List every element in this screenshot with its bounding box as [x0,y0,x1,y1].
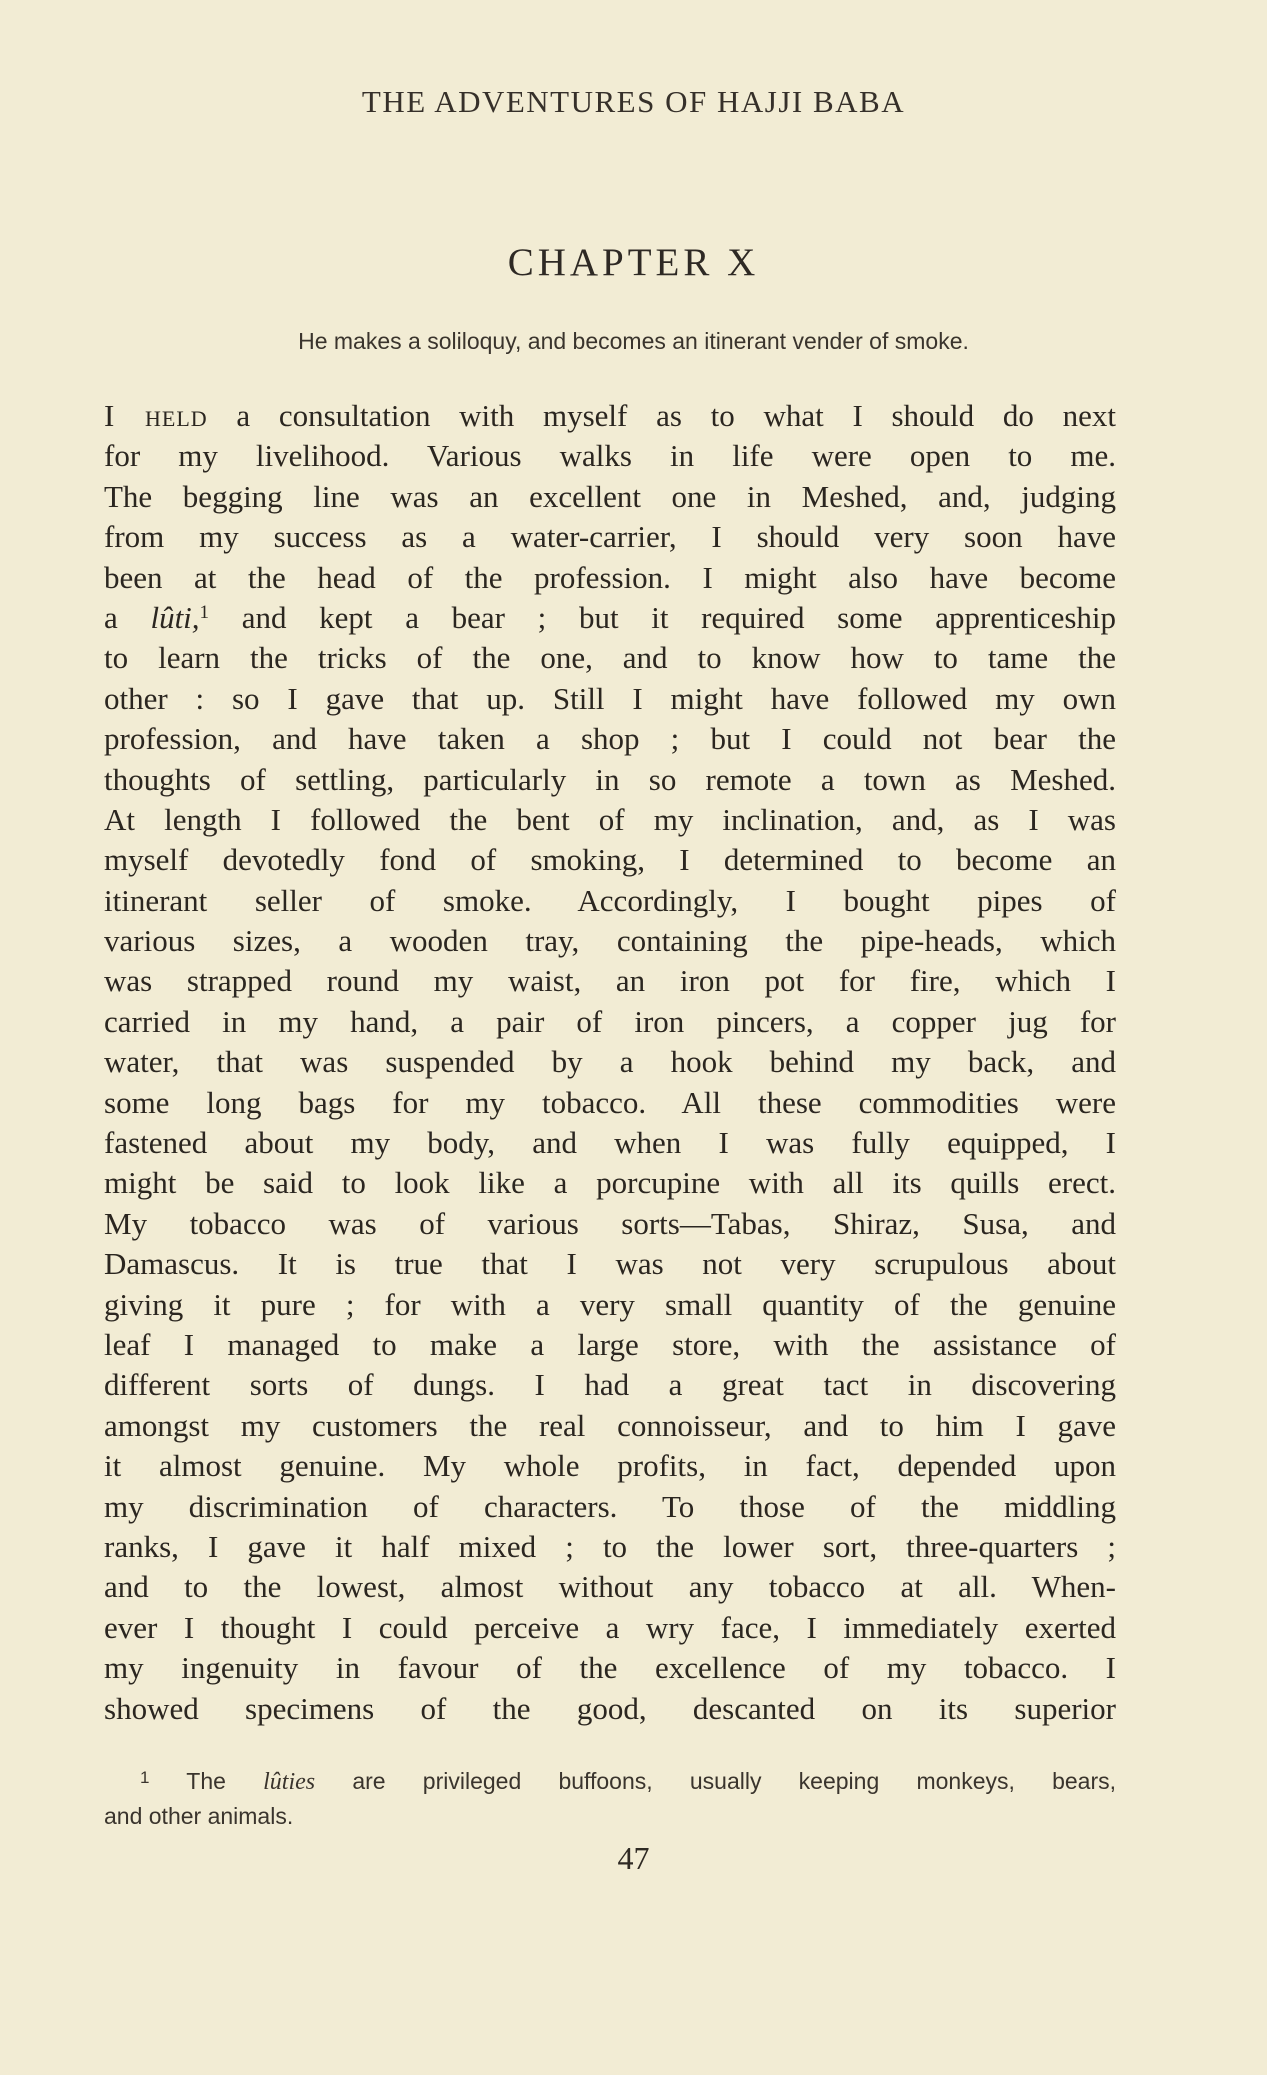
footnote-italic-term: lûties [263,1769,316,1795]
text-line: and to the lowest, almost without any tobacco at all. When- [104,1569,1116,1605]
footnote-line [104,1764,1116,1799]
text-line: various sizes, a wooden tray, containing the pipe-heads, which [104,923,1116,959]
text-line: it almost genuine. My whole profits, in fact, depended upon [104,1448,1116,1484]
text-line: water, that was suspended by a hook behind my back, and [104,1044,1116,1080]
text-line: been at the head of the profession. I might also have become [104,559,1116,595]
text-line: Damascus. It is true that I was not very scrupulous about [104,1246,1116,1282]
body-text [104,396,1116,1729]
running-head: THE ADVENTURES OF HAJJI BABA [361,84,906,119]
text-line: other : so I gave that up. Still I might have followed my own [104,680,1116,716]
text-line: might be said to look like a porcupine with all its quills erect. [104,1165,1116,1201]
text-line: leaf I managed to make a large store, with the assistance of [104,1326,1116,1362]
text-line: some long bags for my tobacco. All these commodities were [104,1084,1116,1120]
text-line: ever I thought I could perceive a wry face, I immediately exerted [104,1609,1116,1645]
text-line-content: a consultation with myself as to what I should do next [207,398,1116,433]
text-line: thoughts of settling, particularly in so remote a town as Meshed. [104,761,1116,797]
text-line: my ingenuity in favour of the excellence of my tobacco. I [104,1650,1116,1686]
text-line: carried in my hand, a pair of iron pincers, a copper jug for [104,1003,1116,1039]
text-line: My tobacco was of various sorts—Tabas, Shiraz, Susa, and [104,1205,1116,1241]
text-line: to learn the tricks of the one, and to know how to tame the [104,640,1116,676]
chapter-summary: He makes a soliloquy, and becomes an itinerant vender of smoke. [298,328,969,354]
text-line: profession, and have taken a shop ; but I could not bear the [104,721,1116,757]
drop-opening-words: I held [104,398,208,433]
text-line: from my success as a water-carrier, I should very soon have [104,519,1116,555]
line-prefix: a [104,599,118,635]
text-line: fastened about my body, and when I was fully equipped, I [104,1125,1116,1161]
text-line: ranks, I gave it half mixed ; to the lower sort, three-quarters ; [104,1528,1116,1564]
chapter-title: CHAPTER X [507,241,760,284]
text-line: amongst my customers the real connoisseur, and to him I gave [104,1407,1116,1443]
footnotes [104,1764,1116,1834]
text-line: giving it pure ; for with a very small quantity of the genuine [104,1286,1116,1322]
text-line [104,598,1116,638]
text-line-content: and kept a bear ; but it required some apprenticeship [241,599,1116,635]
text-line: showed specimens of the good, descanted on its superior [104,1690,1116,1726]
text-line: At length I followed the bent of my inclination, and, as I was [104,801,1116,837]
text-line: for my livelihood. Various walks in life were open to me. [104,438,1116,474]
text-line [104,396,1116,436]
text-line: different sorts of dungs. I had a great tact in discovering [104,1367,1116,1403]
luti-term: lûti, [150,599,200,635]
footnote-marker: 1 [140,1768,150,1787]
footnote-text: are privileged buffoons, usually keeping monkeys, bears, [352,1768,1117,1794]
text-line: itinerant seller of smoke. Accordingly, I bought pipes of [104,882,1116,918]
text-line: my discrimination of characters. To those of the middling [104,1488,1116,1524]
page-number: 47 [617,1840,650,1876]
text-line: The begging line was an excellent one in Meshed, and, judging [104,478,1116,514]
text-line: was strapped round my waist, an iron pot for fire, which I [104,963,1116,999]
footnote-reference[interactable]: 1 [199,601,210,623]
footnote-pre: The [186,1768,226,1794]
footnote-line: and other animals. [104,1803,294,1829]
text-line: myself devotedly fond of smoking, I determined to become an [104,842,1116,878]
